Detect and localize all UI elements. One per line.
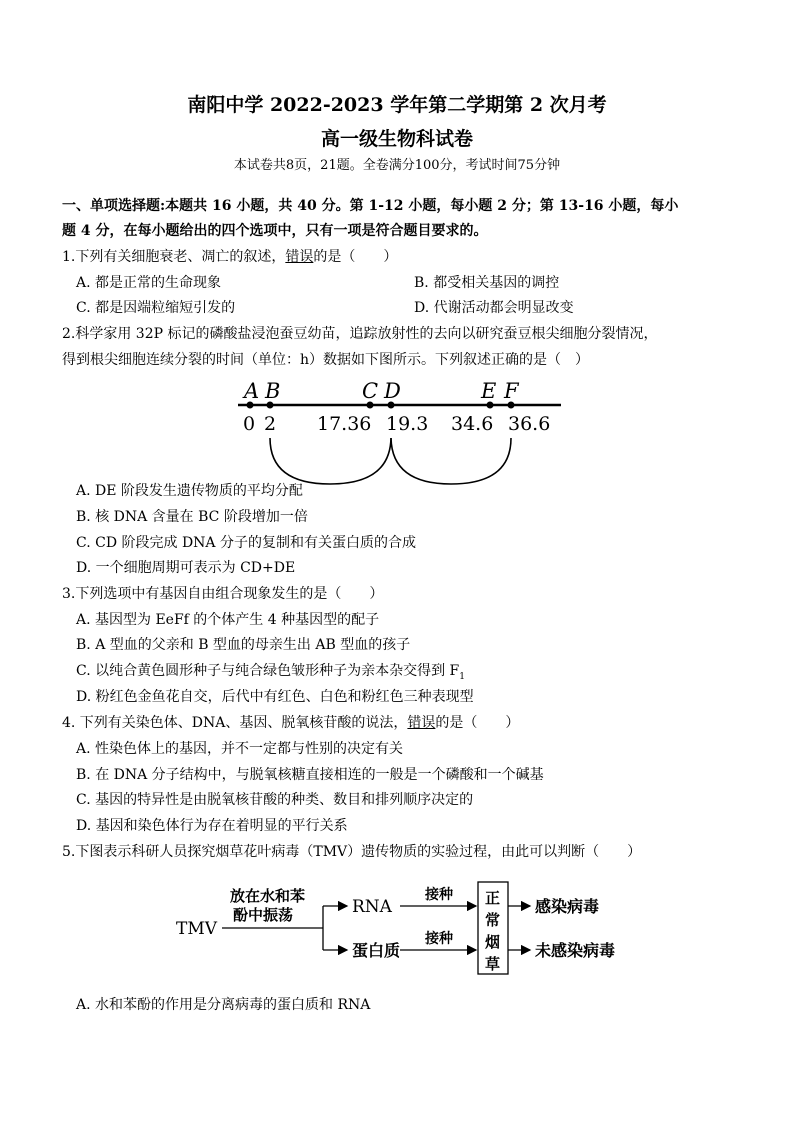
- timeline-letter-e: E: [481, 379, 497, 403]
- q4-option-a: A. 性染色体上的基因，并不一定都与性别的决定有关: [76, 741, 404, 757]
- q1-option-c: C. 都是因端粒缩短引发的: [76, 300, 236, 316]
- q1-option-d: D. 代谢活动都会明显改变: [414, 300, 574, 316]
- timeline-number-36-6: 36.6: [508, 413, 551, 435]
- q2-option-c: C. CD 阶段完成 DNA 分子的复制和有关蛋白质的合成: [76, 535, 416, 551]
- q3-option-c-subscript: 1: [459, 671, 466, 682]
- timeline-letter-b: B: [265, 379, 281, 403]
- cycle-arc-2: [391, 438, 511, 484]
- q3-option-c-text: C. 以纯合黄色圆形种子与纯合绿色皱形种子为亲本杂交得到 F: [76, 663, 460, 679]
- q4-stem: [62, 712, 519, 734]
- q3-option-a: A. 基因型为 EeFf 的个体产生 4 种基因型的配子: [76, 612, 380, 628]
- exam-subject-title: 高一级生物科试卷: [320, 128, 473, 150]
- shake-label-line1: 放在水和苯: [230, 887, 306, 905]
- protein-label: 蛋白质: [352, 941, 401, 960]
- q1-stem: [62, 246, 397, 268]
- q2-option-b: B. 核 DNA 含量在 BC 阶段增加一倍: [76, 509, 308, 525]
- tobacco-char-2: 常: [485, 911, 501, 929]
- timeline-letter-c: C: [362, 379, 379, 403]
- q2-stem-line2: 得到根尖细胞连续分裂的时间（单位：h）数据如下图所示。下列叙述正确的是（ ）: [62, 352, 590, 368]
- tmv-experiment-figure: [0, 870, 794, 980]
- tmv-label: TMV: [176, 919, 218, 939]
- infected-result: 感染病毒: [535, 897, 600, 916]
- timeline-number-17-36: 17.36: [317, 413, 372, 435]
- q5-stem: 5.下图表示科研人员探究烟草花叶病毒（TMV）遗传物质的实验过程，由此可以判断（ ）: [62, 844, 642, 860]
- q1-stem-suffix: 的是（ ）: [313, 249, 398, 265]
- section1-heading-line2: 题 4 分，在每小题给出的四个选项中，只有一项是符合题目要求的。: [62, 223, 488, 239]
- q4-stem-underlined: 错误: [407, 715, 436, 731]
- q1-stem-underlined: 错误: [285, 249, 314, 265]
- q4-stem-suffix: 的是（ ）: [435, 715, 520, 731]
- q1-option-b: B. 都受相关基因的调控: [414, 275, 560, 291]
- q1-stem-prefix: 1.下列有关细胞衰老、凋亡的叙述，: [62, 249, 286, 265]
- timeline-letter-f: F: [504, 379, 519, 403]
- q4-stem-prefix: 4. 下列有关染色体、DNA、基因、脱氧核苷酸的说法，: [62, 715, 408, 731]
- tobacco-char-1: 正: [485, 889, 501, 907]
- timeline-number-0: 0: [243, 413, 256, 435]
- q3-option-b: B. A 型血的父亲和 B 型血的母亲生出 AB 型血的孩子: [76, 637, 411, 653]
- cycle-arc-1: [270, 438, 391, 484]
- q4-option-b: B. 在 DNA 分子结构中，与脱氧核糖直接相连的一般是一个磷酸和一个碱基: [76, 767, 544, 783]
- q2-option-d: D. 一个细胞周期可表示为 CD+DE: [76, 560, 296, 576]
- timeline-number-34-6: 34.6: [451, 413, 494, 435]
- timeline-number-2: 2: [264, 413, 277, 435]
- q4-option-c: C. 基因的特异性是由脱氧核苷酸的种类、数目和排列顺序决定的: [76, 792, 474, 808]
- q3-stem: 3.下列选项中有基因自由组合现象发生的是（ ）: [62, 586, 384, 602]
- inoculate-label-top: 接种: [425, 887, 453, 903]
- inoculate-label-bottom: 接种: [425, 931, 453, 947]
- tobacco-char-3: 烟: [485, 933, 501, 951]
- exam-info: 本试卷共8页，21题。全卷满分100分，考试时间75分钟: [233, 158, 561, 173]
- q4-option-d: D. 基因和染色体行为存在着明显的平行关系: [76, 818, 348, 834]
- q3-option-d: D. 粉红色金鱼花自交，后代中有红色、白色和粉红色三种表现型: [76, 689, 474, 705]
- exam-title: 南阳中学 2022-2023 学年第二学期第 2 次月考: [187, 94, 607, 116]
- rna-label: RNA: [352, 897, 392, 917]
- tobacco-char-4: 草: [485, 955, 501, 973]
- timeline-letter-d: D: [384, 379, 401, 403]
- q3-option-c: [76, 660, 465, 688]
- uninfected-result: 未感染病毒: [535, 941, 616, 960]
- timeline-letter-a: A: [244, 379, 260, 403]
- q1-option-a: A. 都是正常的生命现象: [76, 275, 222, 291]
- q2-stem-line1: 2.科学家用 32P 标记的磷酸盐浸泡蚕豆幼苗，追踪放射性的去向以研究蚕豆根尖细胞分裂情况，: [62, 326, 658, 342]
- q2-option-a: A. DE 阶段发生遗传物质的平均分配: [76, 483, 303, 499]
- section1-heading-line1: 一、单项选择题:本题共 16 小题，共 40 分。第 1-12 小题，每小题 2 分；第 13-16 小题，每小: [62, 198, 679, 214]
- shake-label-line2: 酚中振荡: [233, 906, 294, 924]
- timeline-number-19-3: 19.3: [386, 413, 429, 435]
- q5-option-a: A. 水和苯酚的作用是分离病毒的蛋白质和 RNA: [76, 997, 371, 1013]
